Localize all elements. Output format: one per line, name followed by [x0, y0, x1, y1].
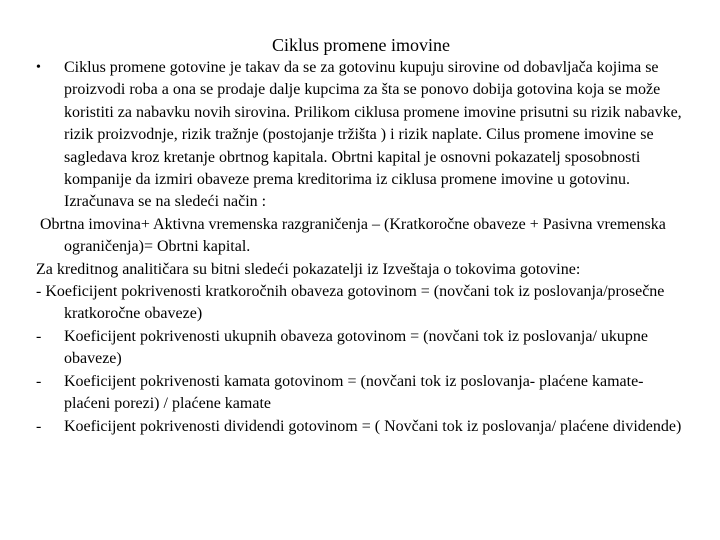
intro-line: Za kreditnog analitičara su bitni sledeći pokazatelji iz Izveštaja o tokovima gotovine:: [36, 260, 581, 278]
indicator-item-2-text: Koeficijent pokrivenosti ukupnih obaveza gotovinom = (novčani tok iz poslovanja/ ukupne obaveze): [64, 327, 649, 368]
indicator-item-1: - Koeficijent pokrivenosti kratkoročnih obaveza gotovinom = (novčani tok iz poslovanja/prosečne kratkoročne obaveze): [36, 283, 665, 323]
indicator-item-3-text: Koeficijent pokrivenosti kamata gotovinom = (novčani tok iz poslovanja- plaćene kamate- plaćeni porezi) / plaćene kamate: [64, 372, 644, 413]
paragraph-cycle: [36, 57, 686, 214]
dash-marker: -: [36, 417, 42, 435]
formula-line: Obrtna imovina+ Aktivna vremenska razgraničenja – (Kratkoročne obaveze + Pasivna vremenska ograničenja)= Obrtni kapital.: [40, 215, 666, 256]
indicator-item-4-text: Koeficijent pokrivenosti dividendi gotovinom = ( Novčani tok iz poslovanja/ plaćene dividende): [64, 417, 682, 435]
slide-title: Ciklus promene imovine: [272, 35, 450, 55]
paragraph-cycle-text: Ciklus promene gotovine je takav da se za gotovinu kupuju sirovine od dobavljača kojima se proizvodi roba a ona se prodaje dalje kupcima za šta se ponovo dobija gotovina koja se može koristiti za nabavku novih sirovina. Prilikom ciklusa promene imovine prisutni su rizik nabavke, rizik proizvodnje, rizik tražnje (postojanje tržišta ) i rizik naplate. Cilus promene imovine se sagledava kroz kretanje obrtnog kapitala. Obrtni kapital je osnovni pokazatelj sposobnosti kompanije da izmiri obaveze prema kreditorima iz ciklusa promene imovine u gotovinu. Izračunava se na sledeći način :: [64, 59, 682, 211]
slide-body: [36, 57, 686, 438]
bullet-marker: •: [36, 60, 41, 75]
dash-marker: -: [36, 327, 42, 345]
indicator-item-2: [36, 326, 686, 371]
indicator-item-3: [36, 371, 686, 416]
dash-marker: -: [36, 372, 42, 390]
indicator-item-4: [36, 416, 686, 438]
